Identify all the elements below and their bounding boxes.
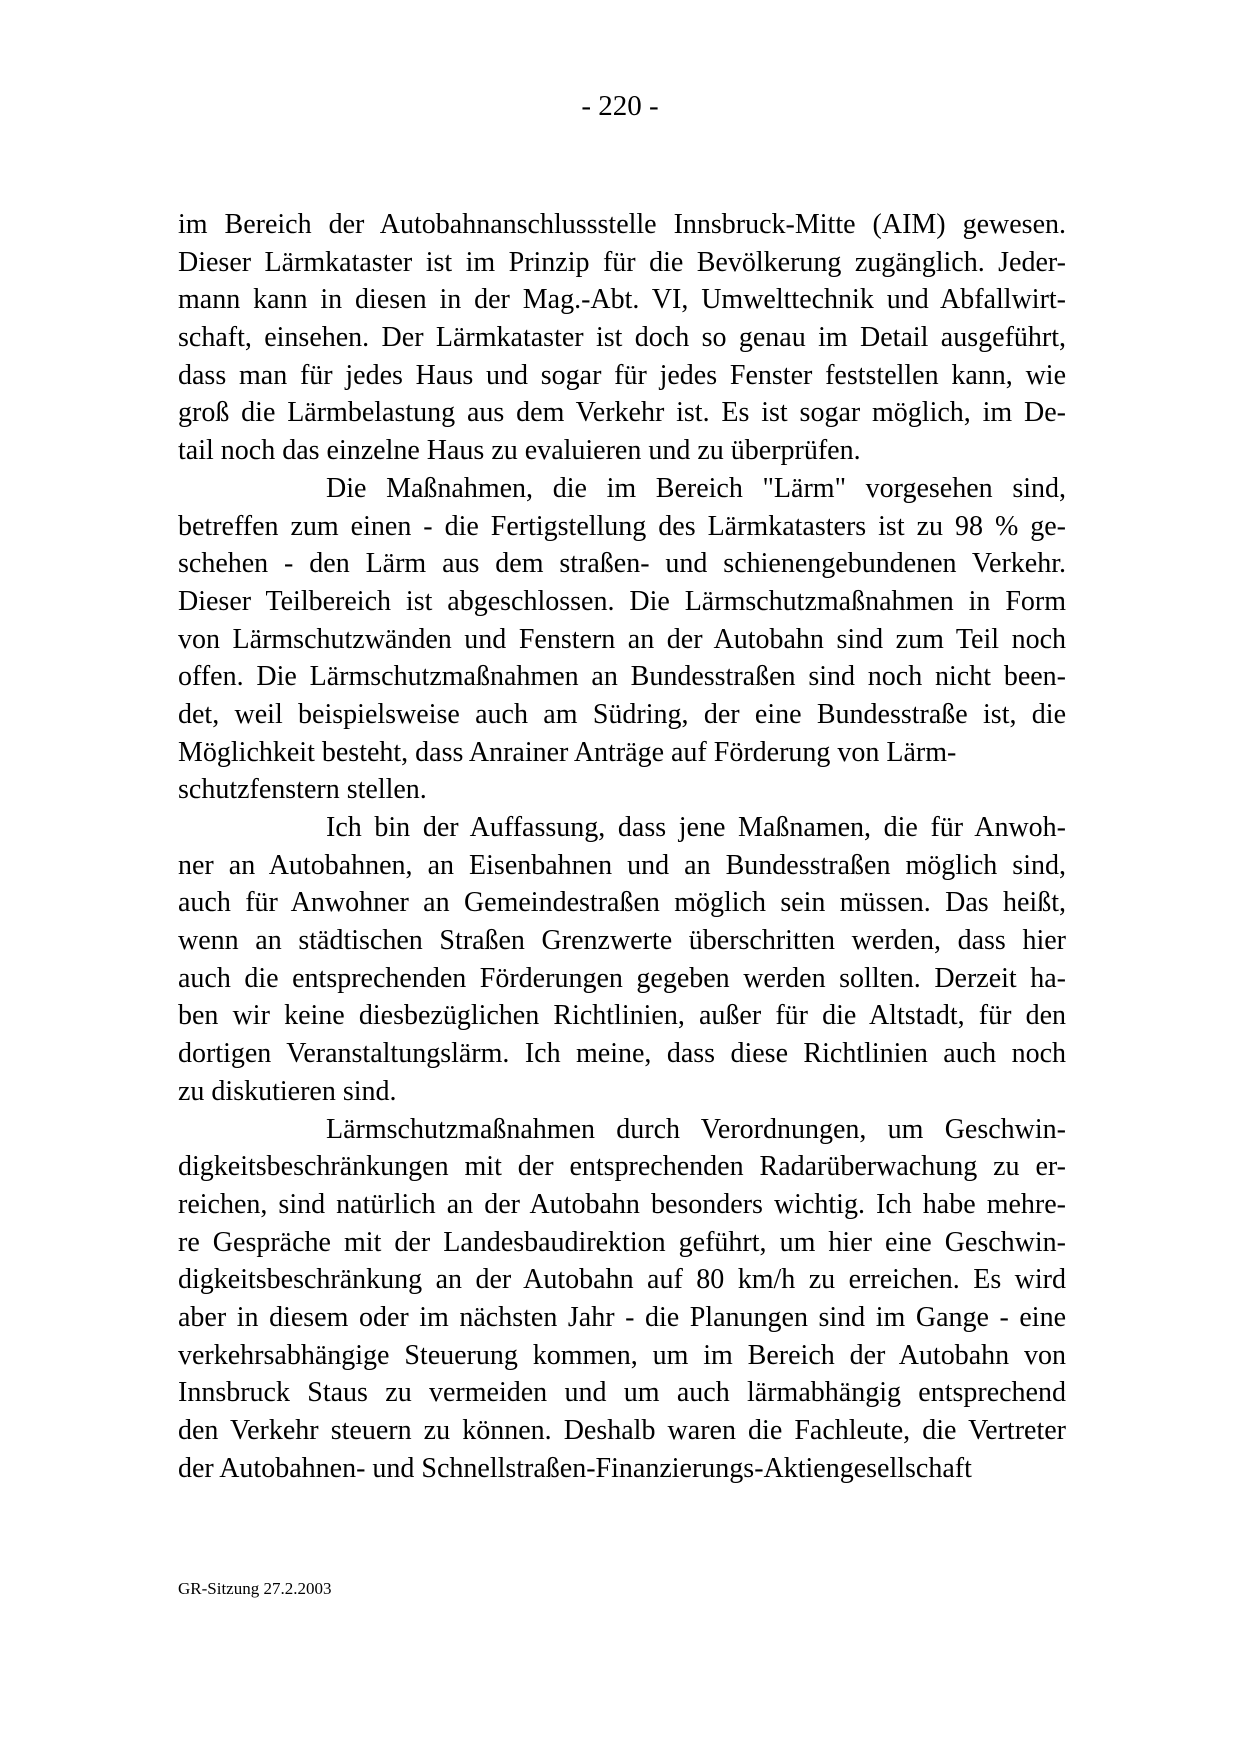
text-line: auch die entsprechenden Förderungen gegeben werden sollten. Derzeit ha-	[178, 962, 1066, 994]
text-line: zu diskutieren sind.	[178, 1075, 397, 1107]
footer-session-date: GR-Sitzung 27.2.2003	[178, 1579, 332, 1598]
text-line: det, weil beispielsweise auch am Südring, der eine Bundesstraße ist, die	[178, 698, 1066, 730]
text-line: Möglichkeit besteht, dass Anrainer Anträge auf Förderung von Lärm-	[178, 736, 957, 768]
text-line: schehen - den Lärm aus dem straßen- und schienengebundenen Verkehr.	[178, 548, 1066, 580]
text-line: dortigen Veranstaltungslärm. Ich meine, dass diese Richtlinien auch noch	[178, 1038, 1066, 1070]
text-line: groß die Lärmbelastung aus dem Verkehr ist. Es ist sogar möglich, im De-	[178, 397, 1066, 429]
text-line: schaft, einsehen. Der Lärmkataster ist doch so genau im Detail ausgeführt,	[178, 322, 1066, 354]
text-line: Die Maßnahmen, die im Bereich "Lärm" vorgesehen sind,	[326, 472, 1066, 504]
text-line: im Bereich der Autobahnanschlussstelle Innsbruck-Mitte (AIM) gewesen.	[178, 209, 1066, 240]
paragraph	[178, 1111, 1066, 1488]
text-line: schutzfenstern stellen.	[178, 774, 427, 806]
paragraph	[178, 809, 1066, 1111]
text-line: re Gespräche mit der Landesbaudirektion geführt, um hier eine Geschwin-	[178, 1226, 1066, 1258]
text-line: der Autobahnen- und Schnellstraßen-Finanzierungs-Aktiengesellschaft	[178, 1452, 972, 1484]
text-line: aber in diesem oder im nächsten Jahr - die Planungen sind im Gange - eine	[178, 1301, 1066, 1333]
text-line: tail noch das einzelne Haus zu evaluieren und zu überprüfen.	[178, 435, 861, 467]
text-line: digkeitsbeschränkungen mit der entsprechenden Radarüberwachung zu er-	[178, 1151, 1066, 1183]
text-line: dass man für jedes Haus und sogar für jedes Fenster feststellen kann, wie	[178, 359, 1066, 391]
text-line: offen. Die Lärmschutzmaßnahmen an Bundesstraßen sind noch nicht been-	[178, 661, 1066, 693]
text-line: Dieser Lärmkataster ist im Prinzip für die Bevölkerung zugänglich. Jeder-	[178, 246, 1066, 278]
text-line: betreffen zum einen - die Fertigstellung des Lärmkatasters ist zu 98 % ge-	[178, 510, 1066, 542]
text-line: wenn an städtischen Straßen Grenzwerte überschritten werden, dass hier	[178, 925, 1066, 957]
body-text	[178, 206, 1066, 1487]
page-number: - 220 -	[581, 90, 659, 122]
text-line: Lärmschutzmaßnahmen durch Verordnungen, um Geschwin-	[326, 1113, 1066, 1145]
text-line: digkeitsbeschränkung an der Autobahn auf 80 km/h zu erreichen. Es wird	[178, 1264, 1066, 1296]
text-line: Innsbruck Staus zu vermeiden und um auch lärmabhängig entsprechend	[178, 1377, 1066, 1409]
text-line: ner an Autobahnen, an Eisenbahnen und an Bundesstraßen möglich sind,	[178, 849, 1066, 881]
text-line: den Verkehr steuern zu können. Deshalb waren die Fachleute, die Vertreter	[178, 1415, 1066, 1446]
text-line: auch für Anwohner an Gemeindestraßen möglich sein müssen. Das heißt,	[178, 887, 1066, 919]
text-line: Dieser Teilbereich ist abgeschlossen. Die Lärmschutzmaßnahmen in Form	[178, 585, 1066, 617]
text-line: mann kann in diesen in der Mag.-Abt. VI, Umwelttechnik und Abfallwirt-	[178, 284, 1066, 316]
paragraph	[178, 206, 1066, 470]
text-line: reichen, sind natürlich an der Autobahn besonders wichtig. Ich habe mehre-	[178, 1188, 1066, 1220]
text-line: verkehrsabhängige Steuerung kommen, um im Bereich der Autobahn von	[178, 1339, 1066, 1371]
paragraph	[178, 470, 1066, 809]
text-line: Ich bin der Auffassung, dass jene Maßnamen, die für Anwoh-	[326, 812, 1066, 843]
text-line: ben wir keine diesbezüglichen Richtlinien, außer für die Altstadt, für den	[178, 1000, 1066, 1032]
text-line: von Lärmschutzwänden und Fenstern an der Autobahn sind zum Teil noch	[178, 623, 1066, 655]
